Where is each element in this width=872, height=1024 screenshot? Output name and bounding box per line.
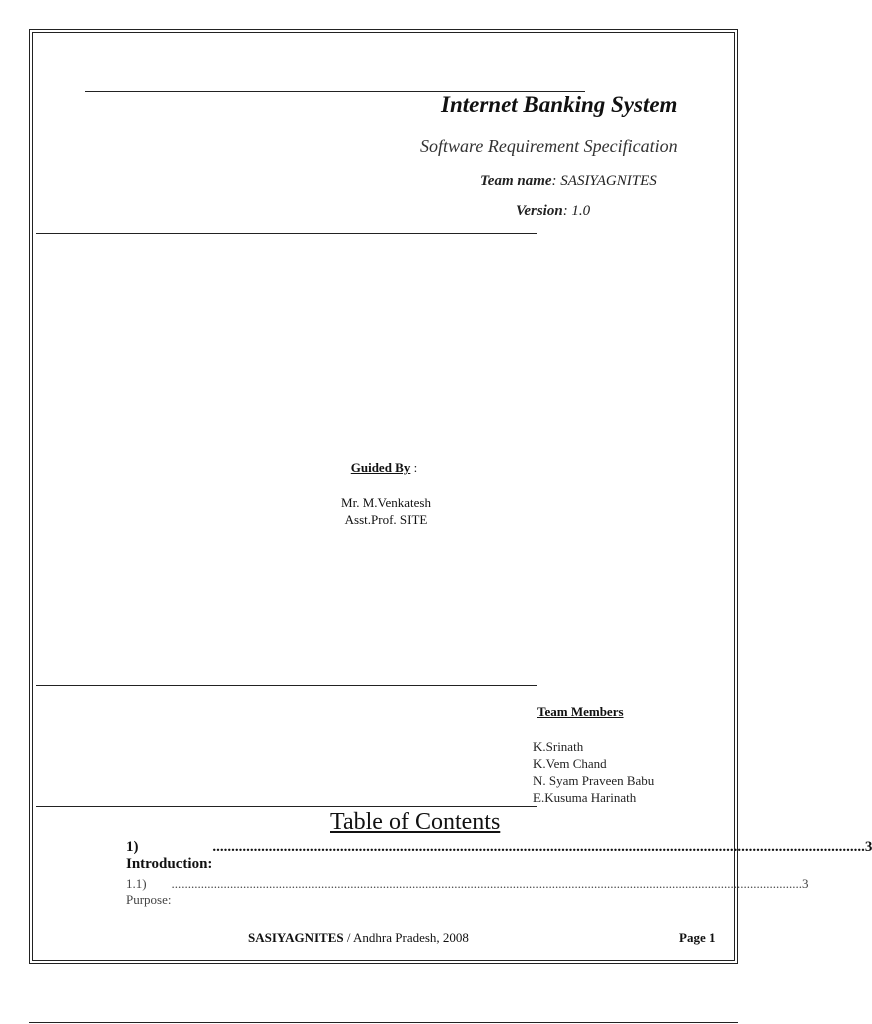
toc-title: Table of Contents <box>330 809 501 835</box>
team-member: K.Vem Chand <box>533 756 607 771</box>
team-name-line <box>480 173 657 190</box>
guided-by-label: Guided By <box>350 460 411 475</box>
toc-entry-page: 3 <box>802 876 809 891</box>
version-line <box>516 203 590 220</box>
guided-by-heading <box>0 460 768 476</box>
footer-text <box>248 930 469 946</box>
footer-location: / Andhra Pradesh, 2008 <box>343 930 469 945</box>
toc-entry-introduction[interactable] <box>126 839 872 873</box>
team-member: E.Kusuma Harinath <box>533 790 637 805</box>
team-name-value: : SASIYAGNITES <box>551 173 657 189</box>
toc-entry-label: 1) Introduction: <box>126 839 213 872</box>
team-name-label: Team name <box>480 173 552 189</box>
guide-designation: Asst.Prof. SITE <box>344 512 428 527</box>
team-members-heading: Team Members <box>537 704 624 719</box>
page-number: Page 1 <box>679 930 716 945</box>
guide-name: Mr. M.Venkatesh <box>341 495 431 510</box>
version-value: : 1.0 <box>562 203 591 219</box>
toc-leader-dots: .............................................................................................................................................................................. <box>212 839 865 855</box>
team-member: N. Syam Praveen Babu <box>533 773 655 788</box>
document-title: Internet Banking System <box>441 92 678 117</box>
document-subtitle: Software Requirement Specification <box>420 136 678 156</box>
guided-by-colon: : <box>410 460 418 475</box>
next-page-rule <box>29 1022 738 1023</box>
toc-leader-dots: .................................................................................................................................................................................................. <box>171 876 802 891</box>
team-member: K.Srinath <box>533 739 584 754</box>
toc-entry-page: 3 <box>864 839 872 855</box>
version-label: Version <box>516 203 563 219</box>
toc-entry-purpose[interactable] <box>126 876 809 908</box>
team-rule <box>36 685 537 686</box>
footer-org: SASIYAGNITES <box>248 930 344 945</box>
toc-entry-label: 1.1) Purpose: <box>126 876 172 907</box>
header-rule <box>36 233 537 234</box>
toc-rule <box>36 806 537 807</box>
